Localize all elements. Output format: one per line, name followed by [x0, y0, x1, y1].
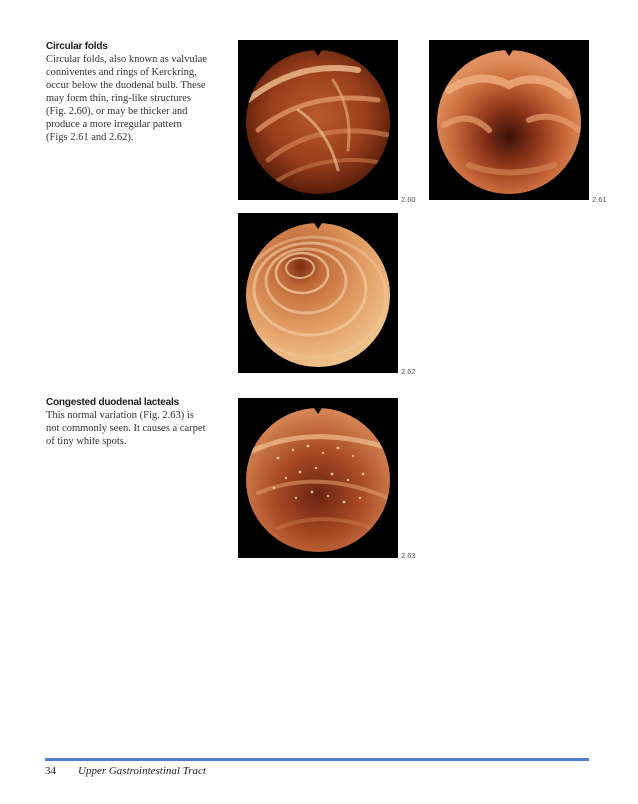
- figure-2-60-endoscopic-image: [238, 40, 398, 200]
- body-line: not commonly seen. It causes a carpet: [46, 423, 206, 434]
- body-line: (Figs 2.61 and 2.62).: [46, 132, 134, 143]
- body-line: (Fig. 2.60), or may be thicker and: [46, 106, 188, 117]
- section-congested-lacteals: [46, 396, 216, 448]
- section-circular-folds: [46, 40, 216, 144]
- figure-label: 2.62: [401, 367, 416, 376]
- section-heading: Circular folds: [46, 41, 108, 52]
- section-body: [46, 409, 216, 448]
- footer-rule: [45, 758, 589, 761]
- page-number: 34: [45, 765, 56, 777]
- body-line: produce a more irregular pattern: [46, 119, 182, 130]
- endoscope-photo: [238, 40, 398, 200]
- figure-label: 2.60: [401, 195, 416, 204]
- body-line: may form thin, ring-like structures: [46, 93, 191, 104]
- body-line: of tiny white spots.: [46, 436, 127, 447]
- running-title: Upper Gastrointestinal Tract: [78, 765, 206, 777]
- endoscope-photo: [429, 40, 589, 200]
- figure-2-63-endoscopic-image: [238, 398, 398, 558]
- section-body: [46, 53, 216, 144]
- section-heading: Congested duodenal lacteals: [46, 397, 179, 408]
- figure-label: 2.63: [401, 551, 416, 560]
- figure-2-62-endoscopic-image: [238, 213, 398, 373]
- endoscope-photo: [238, 398, 398, 558]
- body-line: This normal variation (Fig. 2.63) is: [46, 410, 194, 421]
- body-line: Circular folds, also known as valvulae: [46, 54, 207, 65]
- endoscope-photo: [238, 213, 398, 373]
- body-line: occur below the duodenal bulb. These: [46, 80, 206, 91]
- body-line: conniventes and rings of Kerckring,: [46, 67, 197, 78]
- figure-label: 2.61: [592, 195, 607, 204]
- figure-2-61-endoscopic-image: [429, 40, 589, 200]
